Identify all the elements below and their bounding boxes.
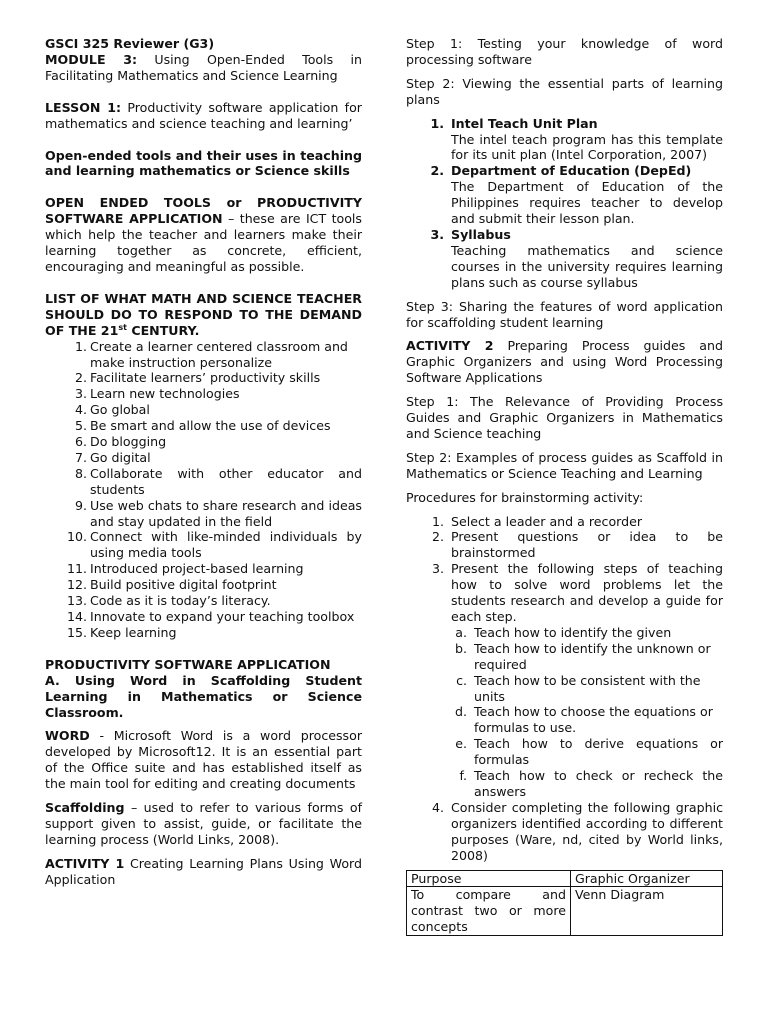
list-item: d. Teach how to choose the equations or formulas to use.	[455, 704, 713, 736]
list-item: 7. Go digital	[74, 449, 151, 465]
list-heading-main: LIST OF WHAT MATH AND SCIENCE TEACHER SHOULD DO TO RESPOND TO THE DEMAND OF THE 21	[45, 290, 362, 338]
list-item: a. Teach how to identify the given	[455, 624, 672, 640]
psa-heading: PRODUCTIVITY SOFTWARE APPLICATION	[45, 656, 331, 672]
word-text: - Microsoft Word is a word processor developed by Microsoft12. It is an essential part of the Office suite and has established itself as the main tool for editing and creating documents	[45, 728, 362, 792]
list-item: 6. Do blogging	[74, 434, 167, 450]
right-column	[406, 36, 723, 936]
course-title: GSCI 325 Reviewer (G3)	[45, 36, 215, 51]
list-item: 3. Learn new technologies	[74, 386, 240, 402]
list-item: 1. Intel Teach Unit Plan The intel teach program has this template for its unit plan (Intel Corporation, 2007)	[430, 115, 723, 163]
list-item: f. Teach how to check or recheck the answers	[459, 768, 723, 799]
module-label: MODULE 3:	[45, 51, 138, 67]
teacher-actions-list	[45, 339, 362, 641]
step1-paragraph: Step 1: Testing your knowledge of word processing software	[406, 36, 723, 67]
a2-step2-paragraph: Step 2: Examples of process guides as Scaffold in Mathematics or Science Teaching and Learning	[406, 449, 723, 481]
definition-term: OPEN ENDED TOOLS or PRODUCTIVITY SOFTWARE APPLICATION	[45, 195, 362, 227]
list-heading	[45, 291, 362, 339]
table-cell: To compare and contrast two or more concepts	[407, 887, 571, 936]
lesson-text: Productivity software application for mathematics and science teaching and learning’	[45, 99, 362, 131]
list-item: 13. Code as it is today’s literacy.	[66, 593, 271, 609]
list-heading-sup: st	[118, 322, 127, 332]
list-item: 11. Introduced project-based learning	[66, 561, 304, 577]
list-heading-end: CENTURY.	[126, 322, 200, 338]
module-title	[45, 52, 362, 84]
table-header-organizer: Graphic Organizer	[571, 870, 723, 887]
activity1-paragraph	[45, 856, 362, 888]
step2-paragraph: Step 2: Viewing the essential parts of learning plans	[406, 75, 723, 107]
module-text: Using Open-Ended Tools in Facilitating Mathematics and Science Learning	[45, 51, 362, 83]
list-item: 10. Connect with like-minded individuals by using media tools	[66, 529, 362, 561]
lesson-title	[45, 100, 362, 132]
list-item: 2. Facilitate learners’ productivity skills	[74, 370, 321, 386]
list-item: e. Teach how to derive equations or formulas	[455, 736, 723, 768]
list-item: 1. Create a learner centered classroom and make instruction personalize	[74, 338, 348, 370]
table-header-row	[407, 870, 723, 887]
definition-paragraph	[45, 195, 362, 275]
list-item: 14. Innovate to expand your teaching toolbox	[66, 609, 355, 624]
activity2-text: Preparing Process guides and Graphic Organizers and using Word Processing Software Applications	[406, 338, 723, 386]
table-row	[407, 887, 723, 936]
list-item: 15. Keep learning	[66, 624, 177, 640]
open-ended-heading: Open-ended tools and their uses in teaching and learning mathematics or Science skills	[45, 147, 362, 179]
word-term: WORD	[45, 728, 90, 744]
list-item: b. Teach how to identify the unknown or required	[455, 640, 711, 672]
lesson-label: LESSON 1:	[45, 99, 121, 115]
list-item: 5. Be smart and allow the use of devices	[74, 418, 331, 434]
list-item: 2. Present questions or idea to be brainstormed	[431, 529, 723, 561]
procedures-list	[406, 514, 723, 864]
scaffolding-term: Scaffolding	[45, 800, 125, 816]
table-header-purpose: Purpose	[407, 870, 571, 887]
list-item: 3. Syllabus Teaching mathematics and science courses in the university requires learning plans such as course syllabus	[430, 226, 723, 290]
left-column	[45, 36, 362, 888]
scaffolding-paragraph	[45, 800, 362, 848]
graphic-organizer-table	[406, 870, 723, 937]
scaffolding-text: – used to refer to various forms of support given to assist, guide, or facilitate the learning process (World Links, 2008).	[45, 800, 362, 847]
list-item: 3. Present the following steps of teaching how to solve word problems let the students research and develop a guide for each step. a. Teach how to identify the given b. Teach how to identify the unknown or required c. Teach how to be consistent with the units d. Teach how to choose the equations or formulas to use. e. Teach how to derive equations or formulas f. Teach how to check or recheck the answers	[431, 561, 723, 799]
list-item: 9. Use web chats to share research and ideas and stay updated in the field	[74, 497, 362, 529]
procedures-heading: Procedures for brainstorming activity:	[406, 489, 644, 505]
definition-text: – these are ICT tools which help the teacher and learners make their learning together as concrete, efficient, encouraging and meaningful as possible.	[45, 211, 362, 274]
a2-step1-paragraph: Step 1: The Relevance of Providing Process Guides and Graphic Organizers in Mathematics and Science teaching	[406, 394, 723, 441]
activity2-paragraph	[406, 338, 723, 386]
learning-plans-list	[406, 116, 723, 291]
list-item: 1. Select a leader and a recorder	[431, 513, 643, 529]
activity2-label: ACTIVITY 2	[406, 338, 494, 354]
step3-paragraph: Step 3: Sharing the features of word application for scaffolding student learning	[406, 298, 723, 330]
activity1-text: Creating Learning Plans Using Word Application	[45, 855, 362, 887]
list-item: 12. Build positive digital footprint	[66, 577, 277, 593]
list-item: 4. Consider completing the following graphic organizers identified according to different purposes (Ware, nd, cited by World links, 2008)	[431, 799, 723, 863]
list-item: 8. Collaborate with other educator and students	[74, 465, 362, 497]
word-problem-steps	[451, 625, 723, 800]
table-cell: Venn Diagram	[571, 887, 723, 936]
psa-subheading: A. Using Word in Scaffolding Student Learning in Mathematics or Science Classroom.	[45, 672, 362, 720]
word-paragraph	[45, 728, 362, 792]
activity1-label: ACTIVITY 1	[45, 855, 125, 871]
list-item: 2. Department of Education (DepEd) The Department of Education of the Philippines requires teacher to develop and submit their lesson plan.	[430, 163, 723, 227]
list-item: c. Teach how to be consistent with the units	[456, 672, 701, 704]
list-item: 4. Go global	[74, 402, 150, 418]
